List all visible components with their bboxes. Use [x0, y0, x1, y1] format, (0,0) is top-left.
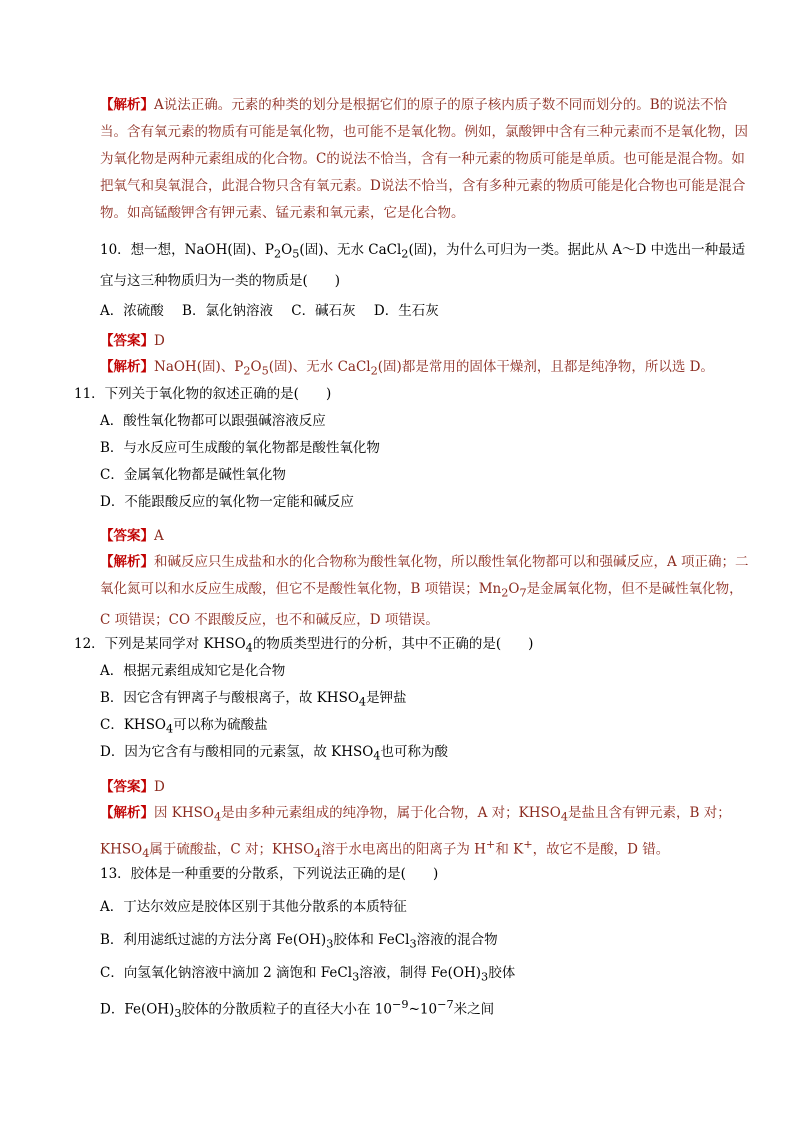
q11-option-b: B．与水反应可生成酸的氧化物都是酸性氧化物	[100, 440, 380, 456]
q12-option-b: B．因它含有钾离子与酸根离子，故 $KHSO_4$是钾盐	[100, 690, 407, 709]
q12-option-a: A．根据元素组成知它是化合物	[100, 663, 286, 679]
q10-option-c: C．碱石灰	[291, 303, 356, 319]
q10-option-a: A．浓硫酸	[100, 303, 164, 319]
q11-option-a: A．酸性氧化物都可以跟强碱溶液反应	[100, 413, 326, 429]
q13-option-a: A．丁达尔效应是胶体区别于其他分散系的本质特征	[100, 899, 407, 915]
q12-stem: 12．下列是某同学对 $KHSO_4$的物质类型进行的分析，其中不正确的是( )	[74, 636, 534, 655]
q12-explanation: 【解析】因 $KHSO_4$是由多种元素组成的纯净物，属于化合物，A 对；$KHSO_4$是盐且含有钾元素，B 对；$KHSO_4$属于硫酸盐，C 对；$KHSO_4$溶于水电离出的阳离子为 H+和 K+，故它不是酸，D 错。	[100, 805, 731, 860]
q9-explanation	[74, 92, 750, 227]
q10-option-d: D．生石灰	[373, 303, 439, 319]
q11-option-d: D．不能跟酸反应的氧化物一定能和碱反应	[100, 494, 354, 510]
q11-explanation: 【解析】和碱反应只生成盐和水的化合物称为酸性氧化物，所以酸性氧化物都可以和强碱反应，A 项正确；二氧化氮可以和水反应生成酸，但它不是酸性氧化物，B 项错误；$Mn_2O_7$是金属氧化物，但不是碱性氧化物，C 项错误；CO 不跟酸反应，也不和碱反应，D 项错误。	[100, 554, 749, 628]
q10-option-b: B．氯化钠溶液	[182, 303, 273, 319]
q10-options	[100, 299, 453, 323]
explanation-tag: 【解析】	[100, 97, 154, 113]
q13-option-c: C．向氢氧化钠溶液中滴加 2 滴饱和 FeCl$_3$溶液，制得 $Fe(OH)_3$胶体	[100, 965, 516, 984]
q13-option-b: B．利用滤纸过滤的方法分离 $Fe(OH)_3$胶体和 FeCl$_3$溶液的混合物	[100, 932, 498, 951]
q10-explanation: 【解析】NaOH(固)、$P_2O_5$(固)、无水 CaCl$_2$(固)都是常用的固体干燥剂，且都是纯净物，所以选 D。	[100, 359, 714, 378]
q10-stem: 10．想一想，NaOH(固)、$P_2O_5$(固)、无水 CaCl$_2$(固)，为什么可归为一类。据此从 A～D 中选出一种最适宜与这三种物质归为一类的物质是( )	[100, 242, 746, 289]
q10-answer: 【答案】D	[100, 333, 165, 349]
q12-option-c: C．$KHSO_4$可以称为硫酸盐	[100, 717, 268, 736]
q11-answer: 【答案】A	[100, 528, 164, 544]
q13-stem: 13．胶体是一种重要的分散系，下列说法正确的是( )	[100, 866, 439, 882]
q12-answer: 【答案】D	[100, 779, 165, 795]
q13-option-d: D．$Fe(OH)_3$胶体的分散质粒子的直径大小在 $10^{-9}\sim 10^{-7}$米之间	[100, 998, 495, 1021]
q12-option-d: D．因为它含有与酸相同的元素氢，故 $KHSO_4$也可称为酸	[100, 744, 448, 763]
q11-option-c: C．金属氧化物都是碱性氧化物	[100, 467, 286, 483]
q9-explanation-text: A说法正确。元素的种类的划分是根据它们的原子的原子核内质子数不同而划分的。B的说法不恰当。含有氧元素的物质有可能是氧化物，也可能不是氧化物。例如，氯酸钾中含有三种元素而不是氧化物，因为氧化物是两种元素组成的化合物。C的说法不恰当，含有一种元素的物质可能是单质。也可能是混合物。如把氧气和臭氧混合，此混合物只含有氧元素。D说法不恰当，含有多种元素的物质可能是化合物也可能是混合物。如高锰酸钾含有钾元素、锰元素和氧元素，它是化合物。	[100, 97, 748, 221]
q11-stem: 11．下列关于氧化物的叙述正确的是( )	[74, 386, 332, 402]
